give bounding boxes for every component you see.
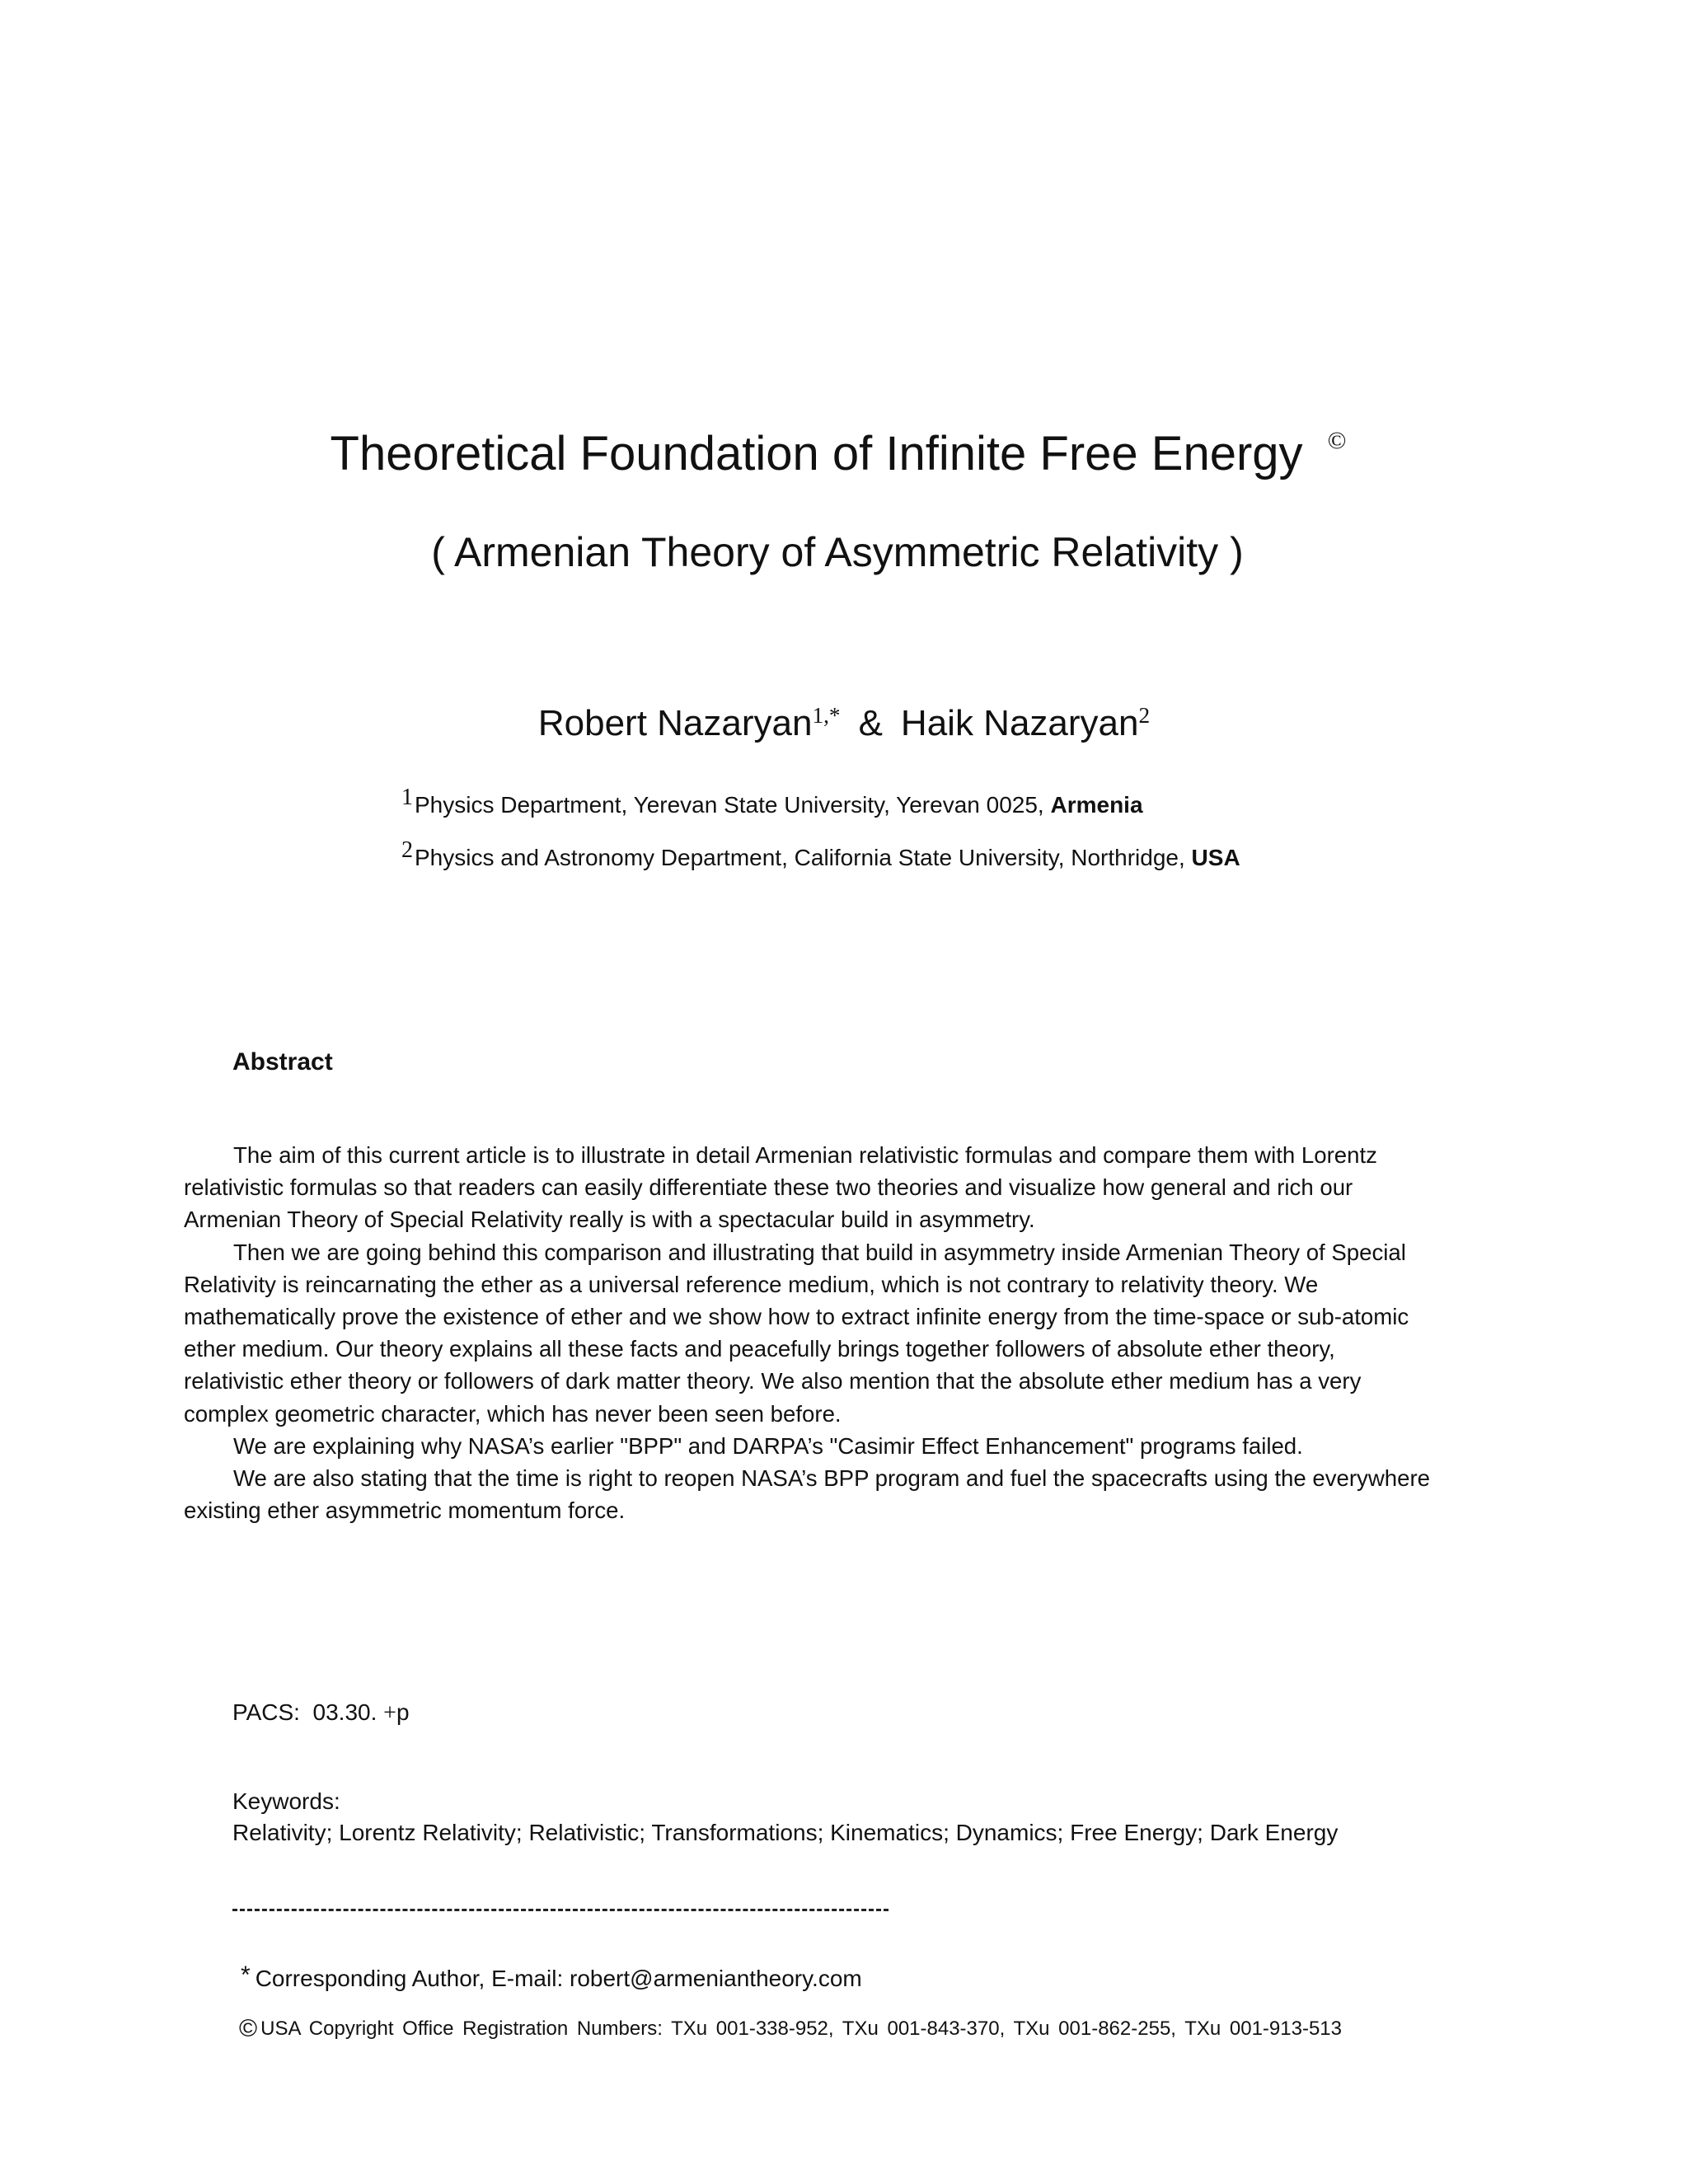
affiliation-text: Physics Department, Yerevan State University, Yerevan 0025, [415, 792, 1051, 818]
title-text: Theoretical Foundation of Infinite Free Energy [330, 427, 1303, 480]
affiliation-number: 2 [401, 837, 413, 863]
pacs-line [232, 1699, 410, 1727]
pacs-label: PACS: [232, 1699, 300, 1725]
abstract-line: Relativity is reincarnating the ether as a universal reference medium, which is not contrary to relativity theory. We [184, 1271, 1319, 1297]
author-name: Haik Nazaryan [900, 703, 1139, 743]
abstract-paragraph [184, 1462, 1511, 1526]
affiliation [401, 781, 1143, 822]
abstract-line: Then we are going behind this comparison and illustrating that build in asymmetry inside Armenian Theory of Special [233, 1239, 1406, 1265]
abstract-line: Armenian Theory of Special Relativity really is with a spectacular build in asymmetry. [184, 1207, 1035, 1233]
author-name: Robert Nazaryan [537, 703, 813, 743]
footnote-author-text: Corresponding Author, E-mail: robert@armeniantheory.com [255, 1966, 862, 1991]
keywords-list: Relativity; Lorentz Relativity; Relativistic; Transformations; Kinematics; Dynamics; Free Energy; Dark Energy [232, 1820, 1339, 1845]
footnote-divider [232, 1909, 889, 1911]
pacs-suffix: p [396, 1699, 410, 1725]
footnote-star-mark: * [241, 1961, 251, 1989]
abstract-paragraph [184, 1139, 1511, 1236]
copyright-mark: © [1327, 427, 1347, 454]
author-line [0, 691, 1688, 748]
affiliation-country: USA [1191, 845, 1240, 870]
author-separator: & [858, 703, 883, 743]
keywords-label: Keywords: [232, 1788, 340, 1814]
abstract-line: relativistic formulas so that readers can easily differentiate these two theories and visualize how general and rich our [184, 1174, 1353, 1201]
abstract-line: ether medium. Our theory explains all these facts and peacefully brings together followers of absolute ether theory, [184, 1336, 1335, 1362]
abstract-line: We are explaining why NASA’s earlier "BPP" and DARPA’s "Casimir Effect Enhancement" programs failed. [233, 1432, 1303, 1459]
paper-title [0, 412, 1688, 483]
copyright-footnote [239, 2015, 1342, 2043]
affiliation-text: Physics and Astronomy Department, California State University, Northridge, [415, 845, 1192, 870]
corresponding-author-footnote [241, 1961, 862, 1992]
copyright-text: USA Copyright Office Registration Numbers: TXu 001-338-952, TXu 001-843-370, TXu 001-862-255, TXu 001-913-513 [260, 2018, 1342, 2040]
abstract-line: complex geometric character, which has never been seen before. [184, 1400, 842, 1427]
abstract-body [184, 1139, 1511, 1526]
copyright-icon: © [239, 2015, 258, 2042]
abstract-paragraph [184, 1430, 1511, 1462]
affiliation [401, 834, 1240, 874]
abstract-line: existing ether asymmetric momentum force. [184, 1497, 626, 1524]
abstract-line: We are also stating that the time is right to reopen NASA’s BPP program and fuel the spacecrafts using the everywhere [233, 1465, 1430, 1492]
author-affiliation-mark: 2 [1138, 703, 1151, 728]
abstract-line: The aim of this current article is to illustrate in detail Armenian relativistic formulas and compare them with Lorentz [233, 1142, 1377, 1168]
pacs-plus: + [383, 1700, 396, 1726]
author-affiliation-mark: 1,* [812, 703, 841, 728]
abstract-paragraph [184, 1236, 1511, 1430]
affiliation-number: 1 [401, 785, 413, 810]
abstract-heading: Abstract [232, 1048, 333, 1076]
pacs-value: 03.30. [312, 1699, 377, 1725]
affiliation-country: Armenia [1050, 792, 1143, 818]
paper-subtitle: ( Armenian Theory of Asymmetric Relativity ) [431, 529, 1244, 575]
abstract-line: relativistic ether theory or followers of dark matter theory. We also mention that the absolute ether medium has a very [184, 1368, 1362, 1394]
abstract-line: mathematically prove the existence of ether and we show how to extract infinite energy from the time-space or sub-atomic [184, 1304, 1409, 1330]
